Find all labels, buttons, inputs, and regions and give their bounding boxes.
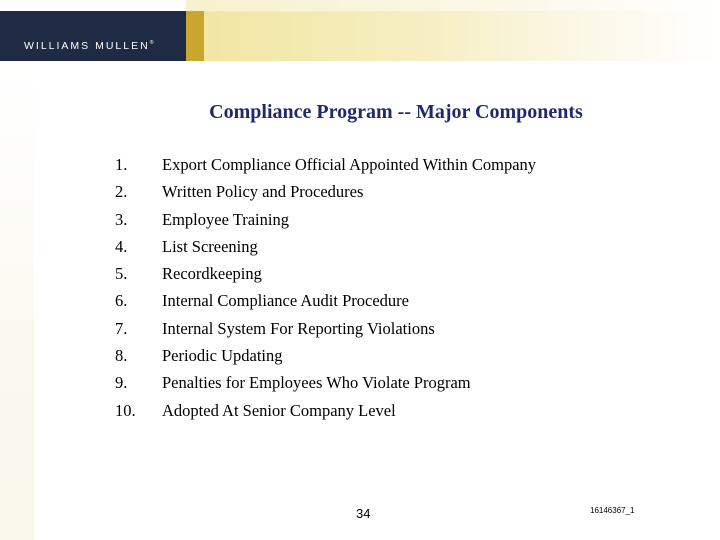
item-text: Adopted At Senior Company Level bbox=[162, 400, 396, 420]
header-banner bbox=[0, 0, 720, 66]
item-text: Written Policy and Procedures bbox=[162, 182, 364, 202]
slide-title: Compliance Program -- Major Components bbox=[209, 101, 583, 123]
list-item bbox=[115, 263, 536, 290]
item-number: 4. bbox=[115, 236, 128, 256]
item-text: Internal System For Reporting Violations bbox=[162, 318, 435, 338]
item-number: 2. bbox=[115, 182, 128, 202]
list-item bbox=[115, 400, 536, 427]
list-item bbox=[115, 236, 536, 263]
item-text: Internal Compliance Audit Procedure bbox=[162, 291, 409, 311]
list-item bbox=[115, 154, 536, 181]
list-item bbox=[115, 290, 536, 317]
document-id: 16146367_1 bbox=[590, 506, 635, 515]
item-number: 7. bbox=[115, 318, 128, 338]
item-number: 3. bbox=[115, 209, 128, 229]
banner-top-stripe bbox=[186, 0, 720, 11]
item-text: List Screening bbox=[162, 236, 258, 256]
registered-mark: ® bbox=[149, 40, 154, 46]
list-item bbox=[115, 181, 536, 208]
item-text: Periodic Updating bbox=[162, 346, 283, 366]
banner-accent-stripe bbox=[186, 11, 204, 61]
item-number: 9. bbox=[115, 373, 128, 393]
item-text: Recordkeeping bbox=[162, 264, 262, 284]
logo-block bbox=[0, 11, 186, 61]
list-item bbox=[115, 209, 536, 236]
item-number: 6. bbox=[115, 291, 128, 311]
item-number: 5. bbox=[115, 264, 128, 284]
item-number: 8. bbox=[115, 346, 128, 366]
company-logo bbox=[24, 40, 153, 52]
components-list bbox=[115, 154, 536, 427]
item-text: Employee Training bbox=[162, 209, 289, 229]
list-item bbox=[115, 345, 536, 372]
banner-gold-bar bbox=[204, 11, 720, 61]
logo-text: WILLIAMS MULLEN bbox=[24, 40, 150, 52]
item-text: Penalties for Employees Who Violate Program bbox=[162, 373, 471, 393]
item-number: 1. bbox=[115, 155, 128, 174]
list-item bbox=[115, 318, 536, 345]
left-margin-decoration bbox=[0, 61, 34, 540]
page-number: 34 bbox=[356, 506, 371, 521]
list-item bbox=[115, 372, 536, 399]
item-text: Export Compliance Official Appointed Within Company bbox=[162, 155, 537, 174]
item-number: 10. bbox=[115, 400, 136, 420]
